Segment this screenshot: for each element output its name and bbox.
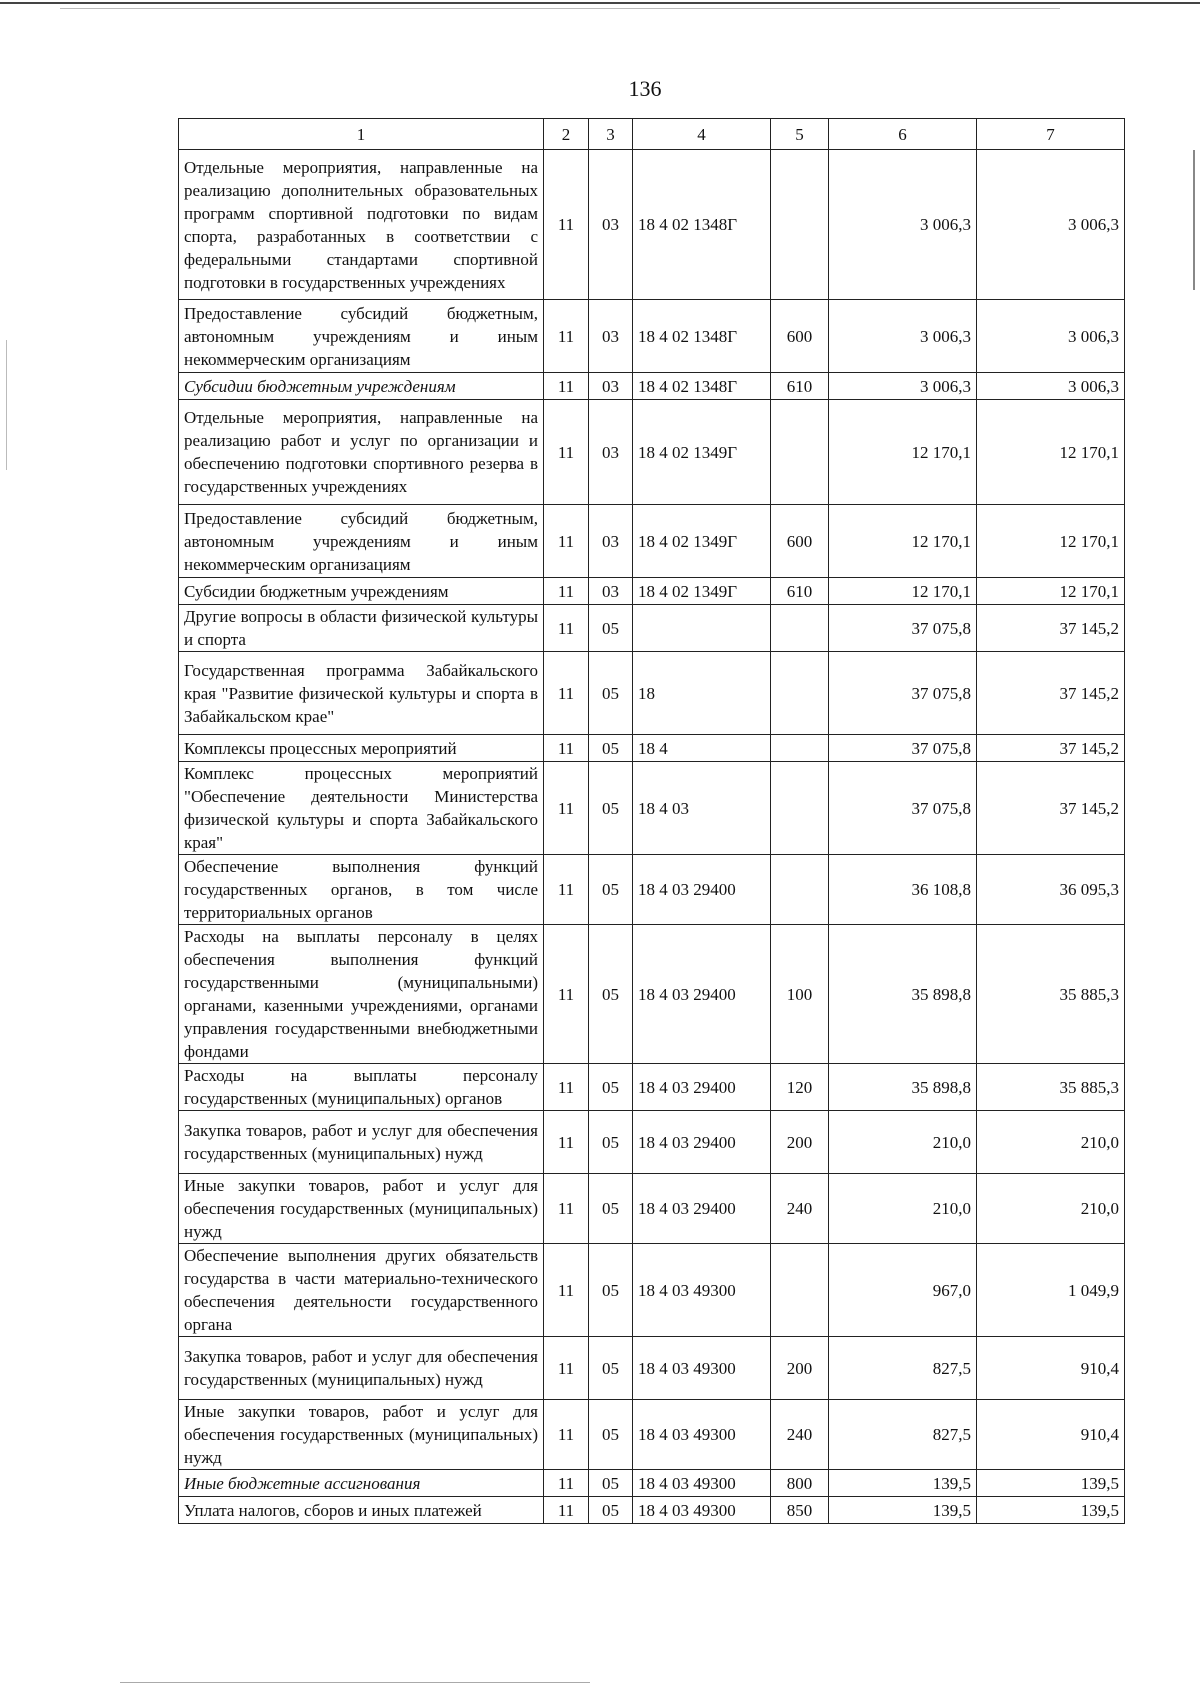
row-target-code: 18 4 03 49300 (633, 1497, 771, 1524)
scan-edge-top (0, 2, 1200, 4)
row-amount-year2: 37 145,2 (977, 652, 1125, 735)
row-subsection: 03 (589, 373, 633, 400)
table-row (179, 578, 1125, 605)
row-section: 11 (544, 762, 589, 855)
row-section: 11 (544, 400, 589, 505)
table-row (179, 925, 1125, 1064)
row-name: Комплексы процессных мероприятий (179, 735, 544, 762)
row-amount-year2: 139,5 (977, 1497, 1125, 1524)
row-name: Отдельные мероприятия, направленные на реализацию дополнительных образовательных программ спортивной подготовки по видам спорта, разработанных в соответствии с федеральными стандартами спортивной подготовки в государственных учреждениях (179, 150, 544, 300)
row-amount-year2: 210,0 (977, 1111, 1125, 1174)
row-amount-year2: 3 006,3 (977, 300, 1125, 373)
row-section: 11 (544, 505, 589, 578)
row-amount-year2: 3 006,3 (977, 150, 1125, 300)
table-row (179, 1244, 1125, 1337)
row-target-code: 18 4 02 1349Г (633, 400, 771, 505)
row-name: Обеспечение выполнения функций государственных органов, в том числе территориальных органов (179, 855, 544, 925)
row-target-code: 18 4 02 1349Г (633, 578, 771, 605)
row-subsection: 05 (589, 1244, 633, 1337)
row-target-code: 18 4 (633, 735, 771, 762)
page-number: 136 (628, 76, 662, 101)
row-expense-type (771, 652, 829, 735)
row-section: 11 (544, 1497, 589, 1524)
row-amount-year1: 35 898,8 (829, 1064, 977, 1111)
row-subsection: 05 (589, 1497, 633, 1524)
row-amount-year1: 12 170,1 (829, 578, 977, 605)
row-expense-type: 120 (771, 1064, 829, 1111)
row-subsection: 05 (589, 925, 633, 1064)
row-target-code: 18 4 03 49300 (633, 1337, 771, 1400)
row-subsection: 05 (589, 1064, 633, 1111)
row-subsection: 05 (589, 1400, 633, 1470)
row-amount-year1: 12 170,1 (829, 400, 977, 505)
row-expense-type: 850 (771, 1497, 829, 1524)
row-amount-year2: 36 095,3 (977, 855, 1125, 925)
header-row (179, 119, 1125, 150)
row-target-code: 18 4 02 1348Г (633, 150, 771, 300)
row-expense-type: 100 (771, 925, 829, 1064)
table-row (179, 762, 1125, 855)
row-section: 11 (544, 605, 589, 652)
row-subsection: 03 (589, 578, 633, 605)
row-name: Другие вопросы в области физической культуры и спорта (179, 605, 544, 652)
table-row (179, 400, 1125, 505)
header-col-4: 4 (633, 119, 771, 150)
row-amount-year1: 827,5 (829, 1400, 977, 1470)
row-amount-year1: 827,5 (829, 1337, 977, 1400)
row-subsection: 05 (589, 1111, 633, 1174)
row-expense-type (771, 150, 829, 300)
row-section: 11 (544, 373, 589, 400)
header-col-6: 6 (829, 119, 977, 150)
header-col-2: 2 (544, 119, 589, 150)
row-name: Закупка товаров, работ и услуг для обеспечения государственных (муниципальных) нужд (179, 1337, 544, 1400)
row-expense-type: 610 (771, 578, 829, 605)
table-row (179, 605, 1125, 652)
row-subsection: 05 (589, 1174, 633, 1244)
scan-edge-bottom (120, 1682, 590, 1683)
row-name: Уплата налогов, сборов и иных платежей (179, 1497, 544, 1524)
row-section: 11 (544, 735, 589, 762)
row-expense-type: 800 (771, 1470, 829, 1497)
row-name: Расходы на выплаты персоналу в целях обеспечения выполнения функций государственными (муниципальными) органами, казенными учреждениями, органами управления государственными внебюджетными фондами (179, 925, 544, 1064)
row-subsection: 05 (589, 855, 633, 925)
table-body (179, 150, 1125, 1524)
row-target-code: 18 (633, 652, 771, 735)
table-row (179, 735, 1125, 762)
row-amount-year1: 36 108,8 (829, 855, 977, 925)
table-row (179, 1337, 1125, 1400)
row-name: Иные закупки товаров, работ и услуг для обеспечения государственных (муниципальных) нужд (179, 1174, 544, 1244)
row-name: Закупка товаров, работ и услуг для обеспечения государственных (муниципальных) нужд (179, 1111, 544, 1174)
table-row (179, 1400, 1125, 1470)
row-name: Субсидии бюджетным учреждениям (179, 373, 544, 400)
row-expense-type: 200 (771, 1337, 829, 1400)
row-expense-type: 240 (771, 1174, 829, 1244)
table-row (179, 1111, 1125, 1174)
row-amount-year2: 139,5 (977, 1470, 1125, 1497)
row-amount-year1: 12 170,1 (829, 505, 977, 578)
row-amount-year1: 37 075,8 (829, 605, 977, 652)
row-name: Субсидии бюджетным учреждениям (179, 578, 544, 605)
table-row (179, 300, 1125, 373)
row-amount-year1: 37 075,8 (829, 652, 977, 735)
budget-table (178, 118, 1125, 1524)
row-name: Комплекс процессных мероприятий "Обеспечение деятельности Министерства физической культуры и спорта Забайкальского края" (179, 762, 544, 855)
row-name: Обеспечение выполнения других обязательств государства в части материально-технического обеспечения деятельности государственного органа (179, 1244, 544, 1337)
row-amount-year2: 910,4 (977, 1400, 1125, 1470)
row-subsection: 03 (589, 505, 633, 578)
row-target-code: 18 4 03 29400 (633, 855, 771, 925)
row-amount-year2: 35 885,3 (977, 925, 1125, 1064)
table-row (179, 855, 1125, 925)
row-subsection: 05 (589, 1337, 633, 1400)
table-row (179, 505, 1125, 578)
row-target-code: 18 4 03 29400 (633, 1064, 771, 1111)
row-amount-year2: 37 145,2 (977, 762, 1125, 855)
table-row (179, 1174, 1125, 1244)
row-expense-type (771, 762, 829, 855)
row-amount-year2: 910,4 (977, 1337, 1125, 1400)
row-expense-type: 600 (771, 300, 829, 373)
row-expense-type (771, 735, 829, 762)
row-amount-year1: 210,0 (829, 1174, 977, 1244)
row-section: 11 (544, 855, 589, 925)
row-expense-type (771, 605, 829, 652)
row-subsection: 05 (589, 1470, 633, 1497)
row-expense-type: 240 (771, 1400, 829, 1470)
row-amount-year1: 35 898,8 (829, 925, 977, 1064)
row-section: 11 (544, 925, 589, 1064)
row-amount-year2: 37 145,2 (977, 605, 1125, 652)
header-col-7: 7 (977, 119, 1125, 150)
header-col-3: 3 (589, 119, 633, 150)
row-amount-year1: 3 006,3 (829, 300, 977, 373)
row-section: 11 (544, 1470, 589, 1497)
table-row (179, 150, 1125, 300)
row-name: Предоставление субсидий бюджетным, автономным учреждениям и иным некоммерческим организациям (179, 505, 544, 578)
row-expense-type (771, 400, 829, 505)
row-amount-year2: 12 170,1 (977, 400, 1125, 505)
row-section: 11 (544, 300, 589, 373)
row-amount-year2: 35 885,3 (977, 1064, 1125, 1111)
row-amount-year2: 1 049,9 (977, 1244, 1125, 1337)
row-target-code: 18 4 03 29400 (633, 1174, 771, 1244)
row-target-code (633, 605, 771, 652)
table-row (179, 1470, 1125, 1497)
row-target-code: 18 4 03 49300 (633, 1400, 771, 1470)
row-amount-year2: 12 170,1 (977, 578, 1125, 605)
row-subsection: 05 (589, 735, 633, 762)
row-section: 11 (544, 652, 589, 735)
row-name: Предоставление субсидий бюджетным, автономным учреждениям и иным некоммерческим организациям (179, 300, 544, 373)
row-section: 11 (544, 1400, 589, 1470)
row-amount-year2: 37 145,2 (977, 735, 1125, 762)
row-target-code: 18 4 02 1348Г (633, 373, 771, 400)
row-amount-year1: 37 075,8 (829, 735, 977, 762)
row-subsection: 05 (589, 762, 633, 855)
table-row (179, 1497, 1125, 1524)
row-section: 11 (544, 1064, 589, 1111)
row-section: 11 (544, 1111, 589, 1174)
row-amount-year2: 12 170,1 (977, 505, 1125, 578)
scan-edge-line (60, 8, 1060, 9)
row-name: Иные бюджетные ассигнования (179, 1470, 544, 1497)
row-amount-year1: 139,5 (829, 1470, 977, 1497)
row-amount-year1: 139,5 (829, 1497, 977, 1524)
table-row (179, 652, 1125, 735)
row-section: 11 (544, 1174, 589, 1244)
scan-edge-left (6, 340, 7, 470)
row-section: 11 (544, 1337, 589, 1400)
row-section: 11 (544, 1244, 589, 1337)
row-target-code: 18 4 03 49300 (633, 1244, 771, 1337)
row-amount-year1: 967,0 (829, 1244, 977, 1337)
row-name: Отдельные мероприятия, направленные на реализацию работ и услуг по организации и обеспечению подготовки спортивного резерва в государственных учреждениях (179, 400, 544, 505)
row-expense-type (771, 1244, 829, 1337)
row-subsection: 03 (589, 400, 633, 505)
row-target-code: 18 4 03 (633, 762, 771, 855)
row-expense-type: 610 (771, 373, 829, 400)
row-amount-year2: 210,0 (977, 1174, 1125, 1244)
row-name: Расходы на выплаты персоналу государственных (муниципальных) органов (179, 1064, 544, 1111)
row-target-code: 18 4 02 1349Г (633, 505, 771, 578)
row-amount-year2: 3 006,3 (977, 373, 1125, 400)
row-amount-year1: 3 006,3 (829, 150, 977, 300)
table-row (179, 1064, 1125, 1111)
row-amount-year1: 37 075,8 (829, 762, 977, 855)
row-subsection: 05 (589, 605, 633, 652)
row-subsection: 05 (589, 652, 633, 735)
row-section: 11 (544, 150, 589, 300)
row-target-code: 18 4 03 29400 (633, 1111, 771, 1174)
header-col-1: 1 (179, 119, 544, 150)
row-subsection: 03 (589, 150, 633, 300)
scan-edge-right (1193, 150, 1195, 290)
row-amount-year1: 3 006,3 (829, 373, 977, 400)
row-section: 11 (544, 578, 589, 605)
row-target-code: 18 4 03 49300 (633, 1470, 771, 1497)
header-col-5: 5 (771, 119, 829, 150)
row-name: Иные закупки товаров, работ и услуг для обеспечения государственных (муниципальных) нужд (179, 1400, 544, 1470)
row-subsection: 03 (589, 300, 633, 373)
row-expense-type: 200 (771, 1111, 829, 1174)
row-target-code: 18 4 02 1348Г (633, 300, 771, 373)
row-target-code: 18 4 03 29400 (633, 925, 771, 1064)
row-expense-type: 600 (771, 505, 829, 578)
row-expense-type (771, 855, 829, 925)
row-name: Государственная программа Забайкальского края "Развитие физической культуры и спорта в Забайкальском крае" (179, 652, 544, 735)
row-amount-year1: 210,0 (829, 1111, 977, 1174)
table-row (179, 373, 1125, 400)
